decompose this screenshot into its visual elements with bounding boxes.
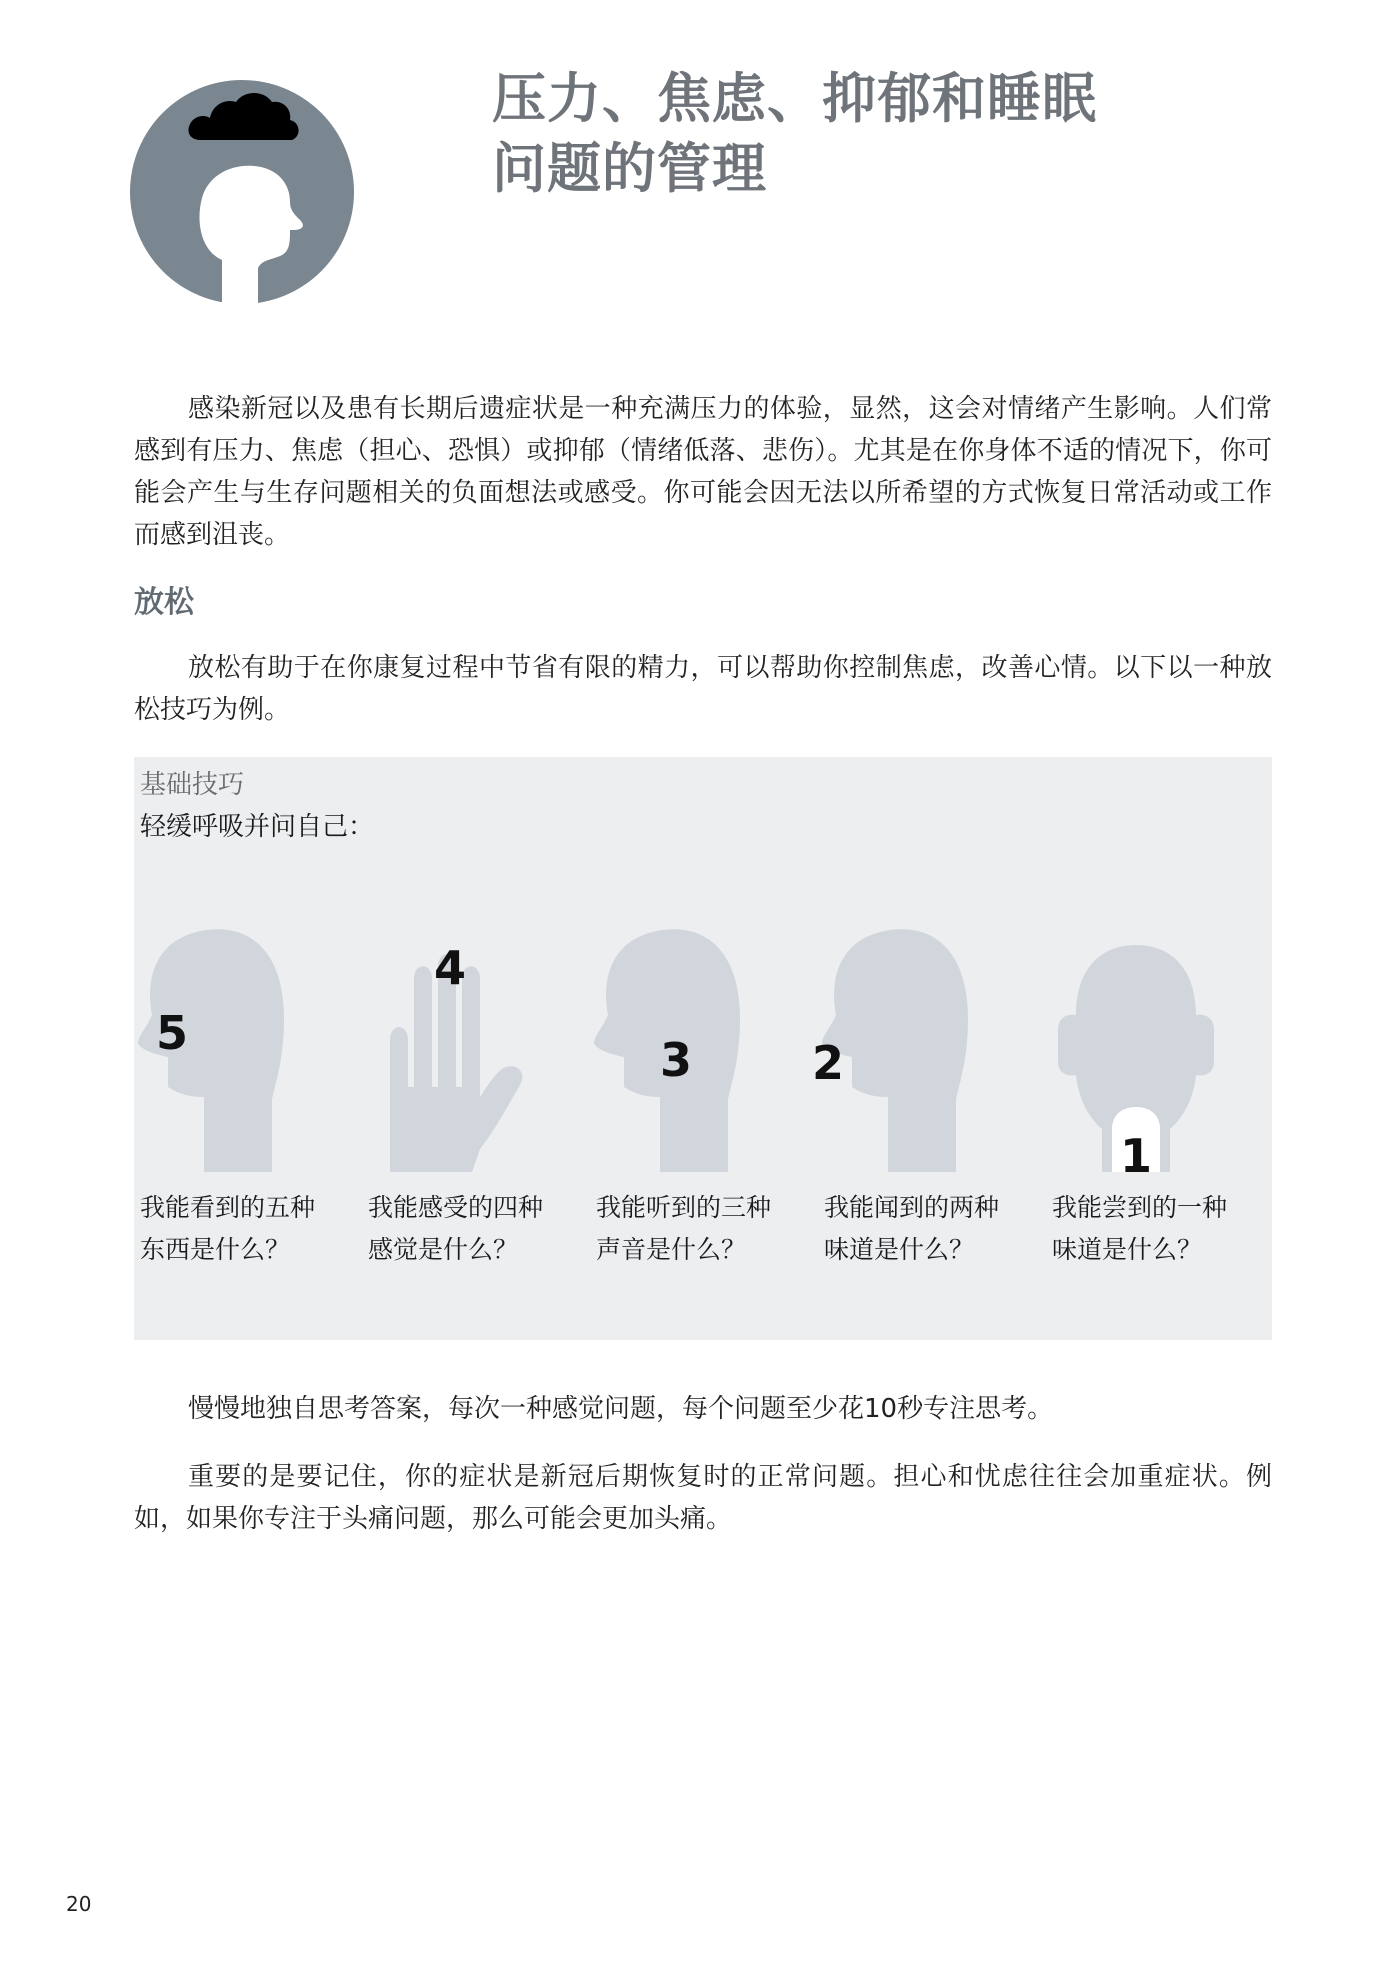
head-profile-nose-icon xyxy=(818,757,1018,1197)
sense-question xyxy=(596,1187,796,1271)
sense-number: 5 xyxy=(156,1006,189,1060)
title-line-1: 压力、焦虑、抑郁和睡眠 xyxy=(492,67,1097,130)
section-paragraph: 放松有助于在你康复过程中节省有限的精力，可以帮助你控制焦虑，改善心情。以下以一种放松技巧为例。 xyxy=(134,653,1272,725)
closing-paragraph-2: 重要的是要记住，你的症状是新冠后期恢复时的正常问题。担心和忧虑往往会加重症状。例如，如果你专注于头痛问题，那么可能会更加头痛。 xyxy=(134,1462,1272,1534)
sense-item-feel xyxy=(362,757,562,1340)
sense-question xyxy=(368,1187,568,1271)
sense-question xyxy=(1052,1187,1252,1271)
sense-number: 4 xyxy=(434,941,467,995)
question-line-2: 声音是什么？ xyxy=(596,1235,747,1264)
question-line-2: 味道是什么？ xyxy=(1052,1235,1203,1264)
sense-item-smell xyxy=(812,757,1018,1340)
question-line-1: 我能尝到的一种 xyxy=(1052,1193,1228,1222)
technique-box xyxy=(134,757,1272,1340)
question-line-1: 我能看到的五种 xyxy=(140,1193,316,1222)
stress-cloud-head-icon xyxy=(130,80,354,304)
question-line-1: 我能闻到的两种 xyxy=(824,1193,1000,1222)
closing-paragraph-1: 慢慢地独自思考答案，每次一种感觉问题，每个问题至少花10秒专注思考。 xyxy=(188,1394,1054,1424)
head-profile-eye-icon xyxy=(134,757,334,1197)
sense-question xyxy=(824,1187,1024,1271)
page-number: 20 xyxy=(66,1892,92,1916)
sense-item-see xyxy=(134,757,334,1340)
sense-number: 3 xyxy=(660,1033,693,1087)
technique-intro: 轻缓呼吸并问自己： xyxy=(140,812,375,842)
question-line-2: 东西是什么？ xyxy=(140,1235,291,1264)
question-line-2: 味道是什么？ xyxy=(824,1235,975,1264)
sense-number: 2 xyxy=(812,1036,845,1090)
question-line-1: 我能听到的三种 xyxy=(596,1193,772,1222)
title-line-2: 问题的管理 xyxy=(492,137,767,200)
sense-question xyxy=(140,1187,340,1271)
sense-number: 1 xyxy=(1120,1129,1153,1183)
intro-paragraph: 感染新冠以及患有长期后遗症状是一种充满压力的体验，显然，这会对情绪产生影响。人们常感到有压力、焦虑（担心、恐惧）或抑郁（情绪低落、悲伤）。尤其是在你身体不适的情况下，你可能会产生与生存问题相关的负面想法或感受。你可能会因无法以所希望的方式恢复日常活动或工作而感到沮丧。 xyxy=(134,394,1272,550)
head-profile-ear-icon xyxy=(590,757,790,1197)
sense-item-taste xyxy=(1046,757,1246,1340)
question-line-1: 我能感受的四种 xyxy=(368,1193,544,1222)
technique-label: 基础技巧 xyxy=(140,770,245,800)
question-line-2: 感觉是什么？ xyxy=(368,1235,519,1264)
sense-item-hear xyxy=(590,757,790,1340)
page-title xyxy=(492,64,1097,204)
section-heading: 放松 xyxy=(134,585,194,620)
